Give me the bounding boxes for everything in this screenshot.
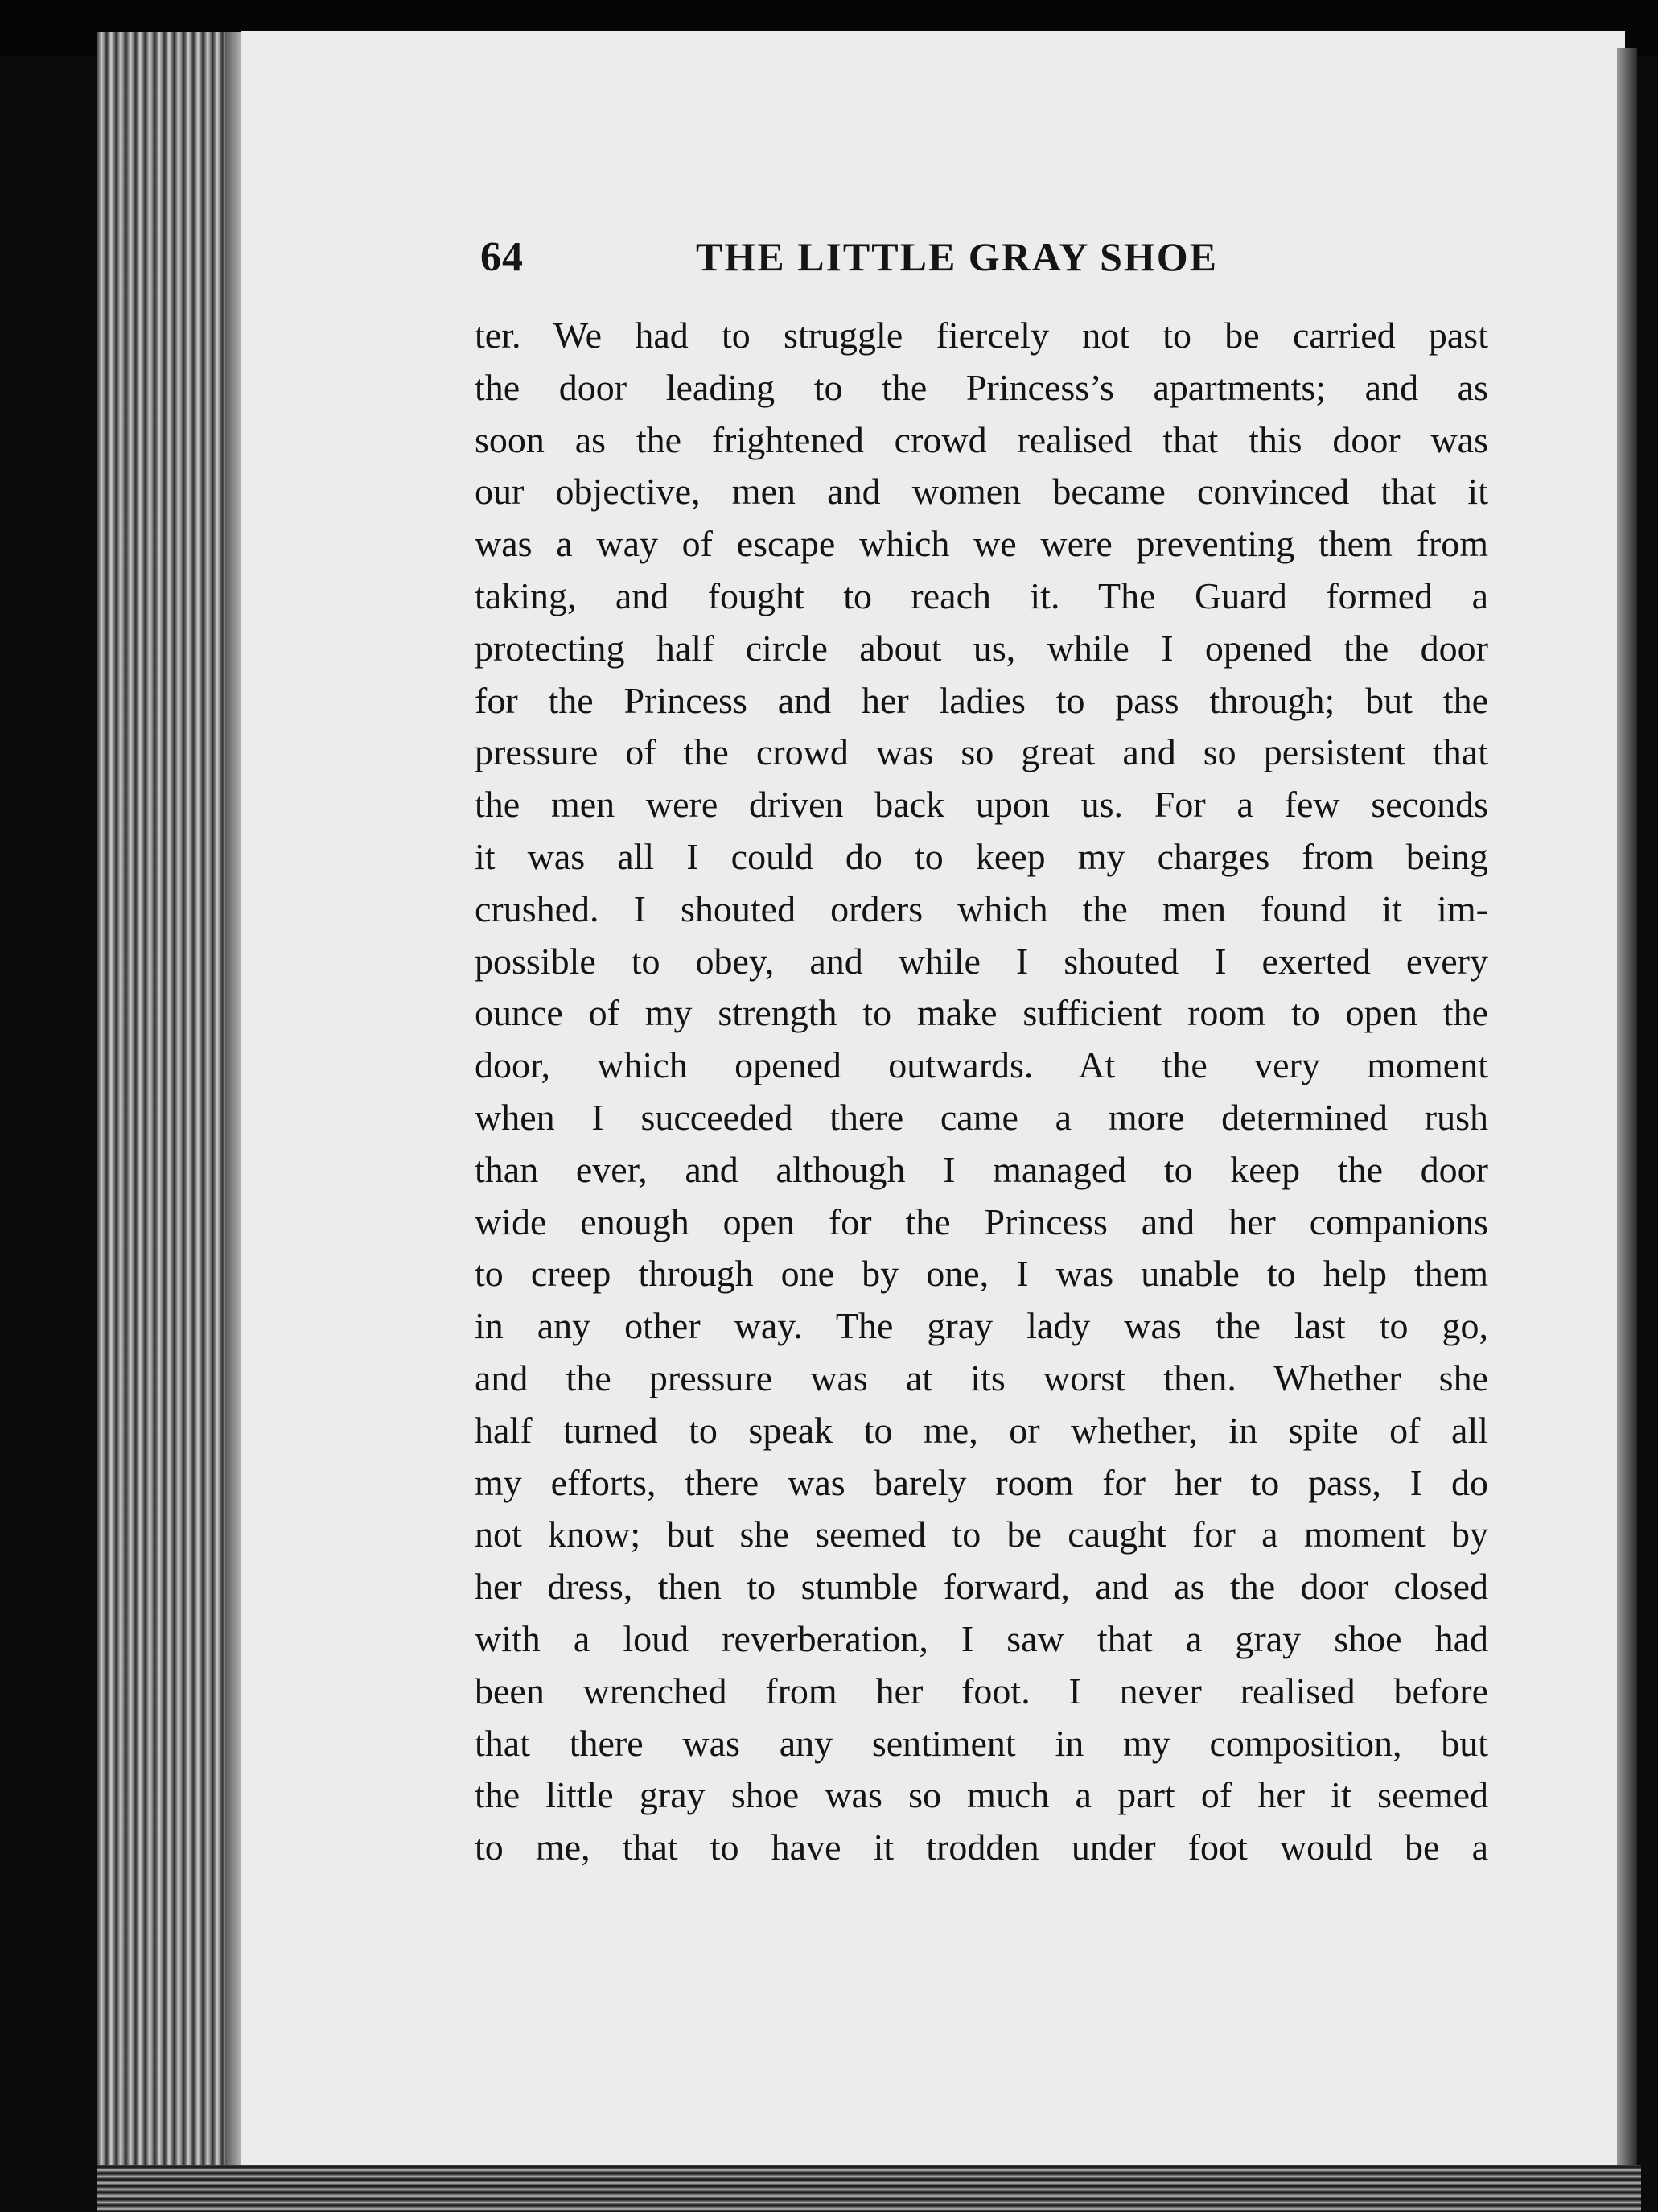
text-line: crushed. I shouted orders which the men found it im- (475, 888, 1488, 929)
text-line: and the pressure was at its worst then. Whether she (475, 1357, 1488, 1398)
text-line: soon as the frightened crowd realised that this door was (475, 418, 1488, 460)
book-bottom-edge (97, 2165, 1641, 2212)
text-line: the little gray shoe was so much a part of her it seemed (475, 1774, 1488, 1816)
text-line: the door leading to the Princess’s apartments; and as (475, 366, 1488, 408)
book-page-edges (97, 32, 233, 2189)
text-line: the men were driven back upon us. For a few seconds (475, 784, 1488, 826)
text-line: not know; but she seemed to be caught for a moment by (475, 1514, 1488, 1555)
text-line: to creep through one by one, I was unable to help them (475, 1253, 1488, 1295)
text-line: door, which opened outwards. At the very moment (475, 1044, 1488, 1086)
text-line: in any other way. The gray lady was the last to go, (475, 1305, 1488, 1347)
body-text (475, 310, 1488, 1874)
text-line: been wrenched from her foot. I never realised before (475, 1670, 1488, 1712)
text-line: that there was any sentiment in my composition, but (475, 1722, 1488, 1764)
book-page-right-edge (1617, 48, 1637, 2173)
text-line: her dress, then to stumble forward, and as the door closed (475, 1566, 1488, 1608)
page-number: 64 (480, 234, 524, 280)
text-line: ter. We had to struggle fiercely not to be carried past (475, 315, 1488, 356)
text-line: pressure of the crowd was so great and so persistent that (475, 731, 1488, 773)
text-line: it was all I could do to keep my charges from being (475, 835, 1488, 877)
text-line: for the Princess and her ladies to pass through; but the (475, 679, 1488, 721)
text-line: to me, that to have it trodden under foot would be a (475, 1827, 1488, 1868)
text-line: taking, and fought to reach it. The Guard formed a (475, 575, 1488, 616)
running-head (480, 233, 1285, 298)
text-line: possible to obey, and while I shouted I exerted every (475, 940, 1488, 982)
text-line: when I succeeded there came a more determined rush (475, 1096, 1488, 1138)
text-line: ounce of my strength to make sufficient room to open the (475, 992, 1488, 1034)
text-line: protecting half circle about us, while I opened the door (475, 627, 1488, 669)
text-line: with a loud reverberation, I saw that a gray shoe had (475, 1617, 1488, 1659)
text-line: my efforts, there was barely room for her to pass, I do (475, 1461, 1488, 1503)
text-line: was a way of escape which we were preventing them from (475, 523, 1488, 565)
running-title: THE LITTLE GRAY SHOE (696, 234, 1219, 279)
text-line: half turned to speak to me, or whether, in spite of all (475, 1409, 1488, 1451)
text-line: wide enough open for the Princess and her companions (475, 1201, 1488, 1242)
text-line: than ever, and although I managed to keep the door (475, 1148, 1488, 1190)
text-line: our objective, men and women became convinced that it (475, 471, 1488, 513)
